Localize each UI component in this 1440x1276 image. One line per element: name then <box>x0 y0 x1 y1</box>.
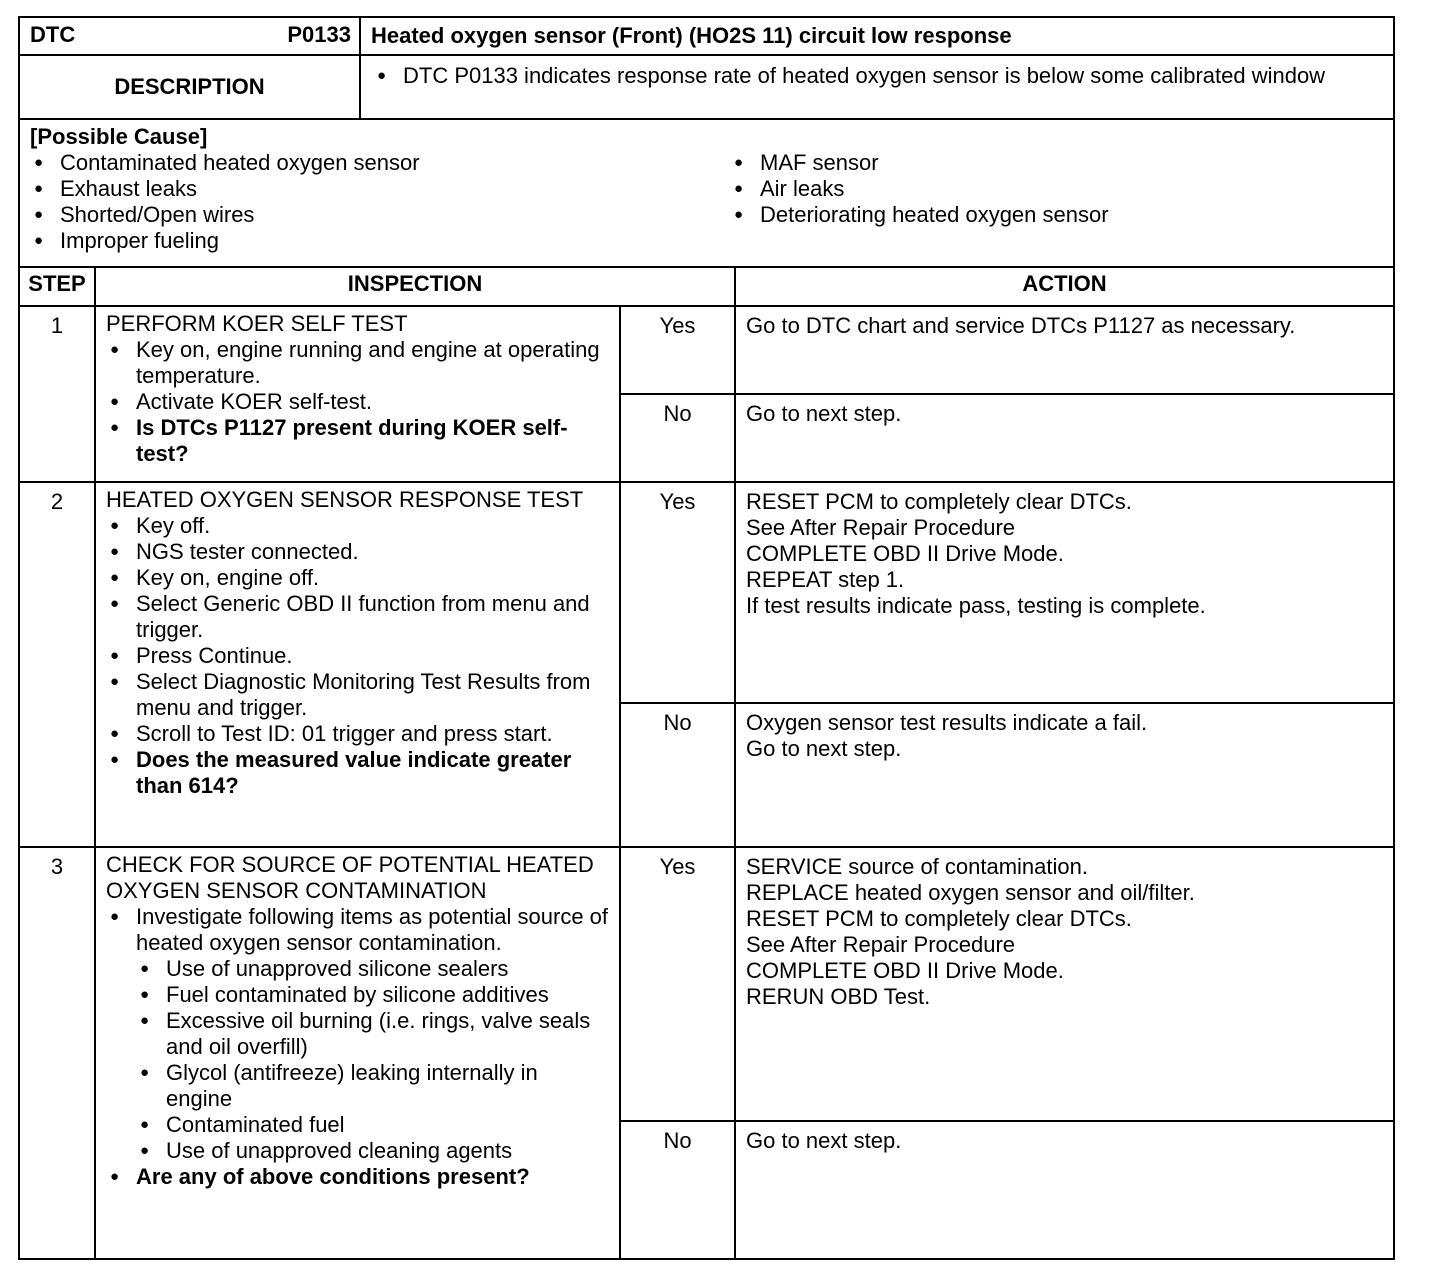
inspection-item: ● Activate KOER self-test. <box>106 389 609 415</box>
inspection-item <box>106 904 609 1164</box>
action-line: Go to next step. <box>746 1128 902 1153</box>
action-line: SERVICE source of contamination. <box>746 854 1088 879</box>
action-line: Go to next step. <box>746 401 902 426</box>
inspection-item: ● Press Continue. <box>106 643 609 669</box>
header-table <box>18 16 1395 268</box>
description-label: DESCRIPTION <box>19 55 360 119</box>
dtc-cell <box>19 17 360 55</box>
step-inspection <box>95 482 620 847</box>
no-action <box>735 394 1394 482</box>
possible-cause-right-list <box>730 150 1383 254</box>
column-header-step: STEP <box>19 267 95 306</box>
cause-item: ● Deteriorating heated oxygen sensor <box>730 202 1383 228</box>
inspection-item: ● Key on, engine running and engine at operating temperature. <box>106 337 609 389</box>
step-title: PERFORM KOER SELF TEST <box>106 311 408 336</box>
sub-item: ● Fuel contaminated by silicone additives <box>136 982 609 1008</box>
description-body <box>360 55 1394 119</box>
step-number: 2 <box>19 482 95 847</box>
dtc-code: P0133 <box>287 22 351 47</box>
sub-item: ● Use of unapproved cleaning agents <box>136 1138 609 1164</box>
action-line: RESET PCM to completely clear DTCs. <box>746 906 1132 931</box>
yes-action <box>735 847 1394 1121</box>
step-number: 3 <box>19 847 95 1259</box>
dtc-title: Heated oxygen sensor (Front) (HO2S 11) circuit low response <box>360 17 1394 55</box>
yes-label: Yes <box>620 482 735 703</box>
inspection-question: ● Is DTCs P1127 present during KOER self-test? <box>106 415 609 467</box>
cause-item: ● Contaminated heated oxygen sensor <box>30 150 730 176</box>
action-line: COMPLETE OBD II Drive Mode. <box>746 958 1064 983</box>
cause-item: ● MAF sensor <box>730 150 1383 176</box>
inspection-question: ● Are any of above conditions present? <box>106 1164 609 1190</box>
step-title: HEATED OXYGEN SENSOR RESPONSE TEST <box>106 487 584 512</box>
possible-cause-title: [Possible Cause] <box>30 124 208 149</box>
possible-cause-section <box>19 119 1394 267</box>
cause-item: ● Shorted/Open wires <box>30 202 730 228</box>
action-line: REPEAT step 1. <box>746 567 905 592</box>
action-line: See After Repair Procedure <box>746 515 1016 540</box>
sub-item: ● Use of unapproved silicone sealers <box>136 956 609 982</box>
no-label: No <box>620 1121 735 1259</box>
cause-item: ● Exhaust leaks <box>30 176 730 202</box>
sub-item: ● Contaminated fuel <box>136 1112 609 1138</box>
inspection-item: ● NGS tester connected. <box>106 539 609 565</box>
no-action <box>735 703 1394 847</box>
no-label: No <box>620 394 735 482</box>
cause-item: ● Improper fueling <box>30 228 730 254</box>
inspection-item: ● Select Diagnostic Monitoring Test Results from menu and trigger. <box>106 669 609 721</box>
column-header-action: ACTION <box>735 267 1394 306</box>
steps-table <box>18 266 1395 1260</box>
inspection-item: ● Select Generic OBD II function from menu and trigger. <box>106 591 609 643</box>
yes-action <box>735 482 1394 703</box>
inspection-item: ● Scroll to Test ID: 01 trigger and press start. <box>106 721 609 747</box>
no-label: No <box>620 703 735 847</box>
sub-item-list <box>136 956 609 1164</box>
action-line: Oxygen sensor test results indicate a fail. <box>746 710 1148 735</box>
action-line: COMPLETE OBD II Drive Mode. <box>746 541 1064 566</box>
inspection-item: ● Key on, engine off. <box>106 565 609 591</box>
cause-item: ● Air leaks <box>730 176 1383 202</box>
action-line: If test results indicate pass, testing is complete. <box>746 593 1206 618</box>
step-title: CHECK FOR SOURCE OF POTENTIAL HEATED OXYGEN SENSOR CONTAMINATION <box>106 852 594 903</box>
sub-item: ● Excessive oil burning (i.e. rings, valve seals and oil overfill) <box>136 1008 609 1060</box>
action-line: REPLACE heated oxygen sensor and oil/filter. <box>746 880 1195 905</box>
no-action <box>735 1121 1394 1259</box>
action-line: Go to next step. <box>746 736 902 761</box>
dtc-label: DTC <box>30 22 76 47</box>
description-item: ● DTC P0133 indicates response rate of heated oxygen sensor is below some calibrated window <box>373 63 1383 89</box>
yes-action <box>735 306 1394 394</box>
possible-cause-left-list <box>30 150 730 254</box>
step-inspection <box>95 847 620 1259</box>
sub-item: ● Glycol (antifreeze) leaking internally in engine <box>136 1060 609 1112</box>
step-number: 1 <box>19 306 95 482</box>
inspection-question: ● Does the measured value indicate greater than 614? <box>106 747 609 799</box>
step-inspection <box>95 306 620 482</box>
action-line: RERUN OBD Test. <box>746 984 931 1009</box>
action-line: Go to DTC chart and service DTCs P1127 as necessary. <box>746 313 1296 338</box>
yes-label: Yes <box>620 847 735 1121</box>
inspection-item: ● Key off. <box>106 513 609 539</box>
yes-label: Yes <box>620 306 735 394</box>
inspection-lead-text: Investigate following items as potential source of heated oxygen sensor contamination. <box>136 904 609 955</box>
action-line: RESET PCM to completely clear DTCs. <box>746 489 1132 514</box>
column-header-inspection: INSPECTION <box>95 267 735 306</box>
action-line: See After Repair Procedure <box>746 932 1016 957</box>
diagnostic-sheet <box>18 16 1395 1260</box>
